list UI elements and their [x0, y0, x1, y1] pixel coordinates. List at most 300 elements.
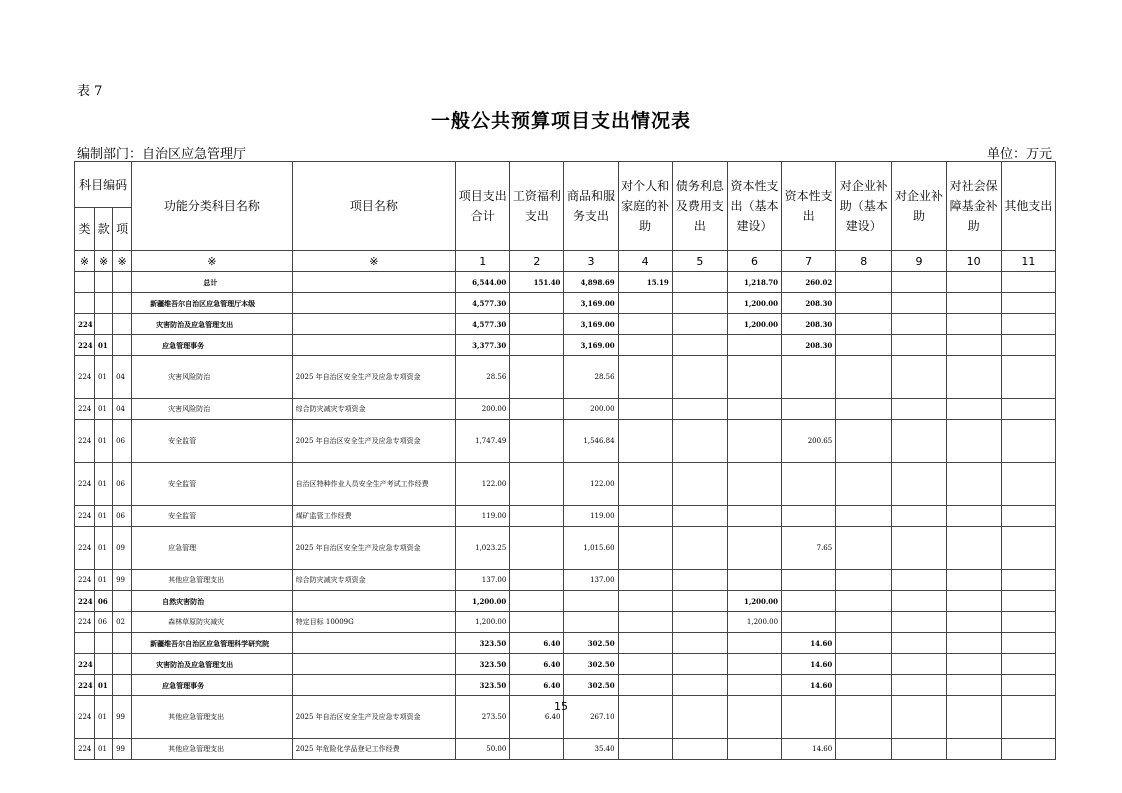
table-row	[75, 356, 1056, 399]
project-name-cell	[292, 335, 455, 356]
code-kuan-cell: 06	[95, 612, 113, 633]
code-kuan-cell	[95, 654, 113, 675]
header-code-group: 科目编码	[75, 162, 132, 208]
value-cell	[892, 506, 946, 527]
project-name-cell: 2025 年自治区安全生产及应急专项资金	[292, 420, 455, 463]
value-cell	[782, 399, 836, 420]
value-cell: 137.00	[564, 570, 618, 591]
value-cell	[618, 527, 672, 570]
value-cell: 1,747.49	[456, 420, 510, 463]
index-cell: 6	[727, 251, 781, 272]
value-cell: 273.50	[456, 696, 510, 739]
value-cell	[836, 570, 892, 591]
value-cell	[510, 356, 564, 399]
value-cell: 4,577.30	[456, 314, 510, 335]
value-cell: 28.56	[564, 356, 618, 399]
header-kuan: 款	[95, 208, 113, 251]
value-cell	[672, 570, 727, 591]
value-cell	[618, 591, 672, 612]
code-lei-cell: 224	[75, 654, 95, 675]
value-cell	[672, 675, 727, 696]
value-cell	[836, 463, 892, 506]
value-cell: 6.40	[510, 675, 564, 696]
header-col-9: 对企业补助	[892, 162, 946, 251]
func-name-cell: 灾害风险防治	[132, 356, 292, 399]
value-cell	[510, 293, 564, 314]
value-cell	[946, 527, 1001, 570]
value-cell: 119.00	[456, 506, 510, 527]
value-cell	[618, 314, 672, 335]
value-cell	[892, 463, 946, 506]
value-cell: 1,200.00	[456, 612, 510, 633]
page-number: 15	[554, 700, 568, 713]
code-lei-cell	[75, 293, 95, 314]
value-cell	[727, 654, 781, 675]
code-kuan-cell: 01	[95, 399, 113, 420]
func-name-cell: 总计	[132, 272, 292, 293]
value-cell	[672, 356, 727, 399]
value-cell: 200.65	[782, 420, 836, 463]
value-cell	[1001, 739, 1055, 760]
code-kuan-cell: 01	[95, 335, 113, 356]
table-row	[75, 570, 1056, 591]
project-name-cell: 煤矿监管工作经费	[292, 506, 455, 527]
value-cell: 208.30	[782, 293, 836, 314]
table-row	[75, 314, 1056, 335]
value-cell	[618, 739, 672, 760]
code-kuan-cell: 01	[95, 527, 113, 570]
table-row	[75, 654, 1056, 675]
value-cell: 14.60	[782, 739, 836, 760]
value-cell	[672, 335, 727, 356]
value-cell: 302.50	[564, 633, 618, 654]
value-cell	[672, 463, 727, 506]
value-cell	[892, 675, 946, 696]
header-col-8: 对企业补助（基本建设）	[836, 162, 892, 251]
value-cell	[618, 293, 672, 314]
value-cell: 1,200.00	[727, 293, 781, 314]
value-cell: 4,577.30	[456, 293, 510, 314]
value-cell	[946, 420, 1001, 463]
value-cell: 28.56	[456, 356, 510, 399]
value-cell: 208.30	[782, 314, 836, 335]
index-cell: 8	[836, 251, 892, 272]
value-cell	[892, 612, 946, 633]
code-kuan-cell: 01	[95, 356, 113, 399]
value-cell	[892, 335, 946, 356]
value-cell	[618, 399, 672, 420]
table-row	[75, 335, 1056, 356]
code-lei-cell: 224	[75, 356, 95, 399]
value-cell: 323.50	[456, 633, 510, 654]
func-name-cell: 灾害防治及应急管理支出	[132, 314, 292, 335]
index-cell: 5	[672, 251, 727, 272]
project-name-cell: 综合防灾减灾专项资金	[292, 570, 455, 591]
value-cell: 137.00	[456, 570, 510, 591]
header-col-5: 债务利息及费用支出	[672, 162, 727, 251]
code-xiang-cell	[113, 293, 132, 314]
table-row	[75, 591, 1056, 612]
code-lei-cell: 224	[75, 335, 95, 356]
value-cell: 1,200.00	[456, 591, 510, 612]
project-name-cell: 2025 年危险化学品登记工作经费	[292, 739, 455, 760]
value-cell	[618, 463, 672, 506]
header-func-name: 功能分类科目名称	[132, 162, 292, 251]
code-lei-cell	[75, 272, 95, 293]
code-xiang-cell	[113, 591, 132, 612]
value-cell	[1001, 420, 1055, 463]
code-xiang-cell	[113, 335, 132, 356]
unit-label: 单位：万元	[986, 147, 1052, 162]
value-cell: 7.65	[782, 527, 836, 570]
func-name-cell: 其他应急管理支出	[132, 570, 292, 591]
table-number: 表 7	[77, 84, 103, 99]
value-cell	[672, 314, 727, 335]
page-title: 一般公共预算项目支出情况表	[430, 110, 691, 132]
code-kuan-cell	[95, 293, 113, 314]
code-kuan-cell: 01	[95, 675, 113, 696]
value-cell	[892, 314, 946, 335]
code-kuan-cell: 01	[95, 570, 113, 591]
value-cell	[618, 654, 672, 675]
budget-table	[74, 161, 1056, 760]
value-cell: 14.60	[782, 654, 836, 675]
code-kuan-cell: 01	[95, 420, 113, 463]
value-cell	[946, 293, 1001, 314]
header-col-7: 资本性支出	[782, 162, 836, 251]
table-row	[75, 612, 1056, 633]
code-lei-cell: 224	[75, 675, 95, 696]
value-cell: 119.00	[564, 506, 618, 527]
value-cell	[510, 739, 564, 760]
value-cell: 1,200.00	[727, 314, 781, 335]
value-cell: 15.19	[618, 272, 672, 293]
value-cell	[510, 612, 564, 633]
value-cell	[1001, 591, 1055, 612]
value-cell	[672, 272, 727, 293]
func-name-cell: 应急管理事务	[132, 335, 292, 356]
value-cell	[510, 399, 564, 420]
value-cell	[672, 654, 727, 675]
func-name-cell: 森林草原防灾减灾	[132, 612, 292, 633]
header-col-3: 商品和服务支出	[564, 162, 618, 251]
code-lei-cell: 224	[75, 463, 95, 506]
value-cell	[1001, 633, 1055, 654]
value-cell	[836, 633, 892, 654]
code-kuan-cell: 01	[95, 506, 113, 527]
index-row	[75, 251, 1056, 272]
value-cell	[782, 591, 836, 612]
value-cell	[836, 527, 892, 570]
value-cell: 6,544.00	[456, 272, 510, 293]
value-cell: 1,023.25	[456, 527, 510, 570]
header-col-1: 项目支出合计	[456, 162, 510, 251]
value-cell	[618, 356, 672, 399]
func-name-cell: 新疆维吾尔自治区应急管理厅本级	[132, 293, 292, 314]
value-cell	[836, 506, 892, 527]
project-name-cell	[292, 633, 455, 654]
value-cell	[672, 420, 727, 463]
code-xiang-cell: 06	[113, 463, 132, 506]
table-row	[75, 527, 1056, 570]
value-cell	[946, 633, 1001, 654]
table-row	[75, 675, 1056, 696]
value-cell	[618, 335, 672, 356]
code-lei-cell: 224	[75, 591, 95, 612]
value-cell	[1001, 463, 1055, 506]
value-cell	[1001, 675, 1055, 696]
value-cell	[1001, 654, 1055, 675]
value-cell	[1001, 612, 1055, 633]
value-cell	[510, 420, 564, 463]
code-lei-cell	[75, 633, 95, 654]
value-cell	[1001, 506, 1055, 527]
value-cell	[510, 591, 564, 612]
value-cell: 6.40	[510, 654, 564, 675]
code-xiang-cell: 99	[113, 696, 132, 739]
index-cell: 4	[618, 251, 672, 272]
index-cell: ※	[113, 251, 132, 272]
value-cell	[892, 633, 946, 654]
func-name-cell: 安全监管	[132, 463, 292, 506]
value-cell	[946, 591, 1001, 612]
value-cell: 3,169.00	[564, 335, 618, 356]
code-kuan-cell	[95, 633, 113, 654]
project-name-cell	[292, 654, 455, 675]
value-cell	[946, 356, 1001, 399]
value-cell	[564, 591, 618, 612]
func-name-cell: 应急管理	[132, 527, 292, 570]
code-kuan-cell: 01	[95, 696, 113, 739]
value-cell	[727, 506, 781, 527]
value-cell: 3,169.00	[564, 293, 618, 314]
value-cell	[836, 654, 892, 675]
value-cell: 122.00	[456, 463, 510, 506]
code-lei-cell: 224	[75, 612, 95, 633]
value-cell: 1,200.00	[727, 591, 781, 612]
func-name-cell: 安全监管	[132, 420, 292, 463]
value-cell	[782, 506, 836, 527]
value-cell	[1001, 399, 1055, 420]
header-col-10: 对社会保障基金补助	[946, 162, 1001, 251]
value-cell	[836, 739, 892, 760]
code-kuan-cell	[95, 272, 113, 293]
value-cell	[1001, 527, 1055, 570]
value-cell: 151.40	[510, 272, 564, 293]
project-name-cell	[292, 293, 455, 314]
header-col-4: 对个人和家庭的补助	[618, 162, 672, 251]
value-cell	[946, 272, 1001, 293]
value-cell: 200.00	[456, 399, 510, 420]
value-cell	[892, 293, 946, 314]
department-label: 编制部门：自治区应急管理厅	[77, 147, 247, 162]
value-cell	[1001, 272, 1055, 293]
func-name-cell: 其他应急管理支出	[132, 696, 292, 739]
value-cell	[782, 570, 836, 591]
value-cell: 302.50	[564, 654, 618, 675]
value-cell	[727, 633, 781, 654]
value-cell: 50.00	[456, 739, 510, 760]
index-cell: 2	[510, 251, 564, 272]
code-xiang-cell: 06	[113, 506, 132, 527]
value-cell	[836, 356, 892, 399]
project-name-cell	[292, 591, 455, 612]
value-cell	[510, 314, 564, 335]
project-name-cell	[292, 675, 455, 696]
value-cell	[727, 399, 781, 420]
value-cell	[1001, 335, 1055, 356]
header-col-2: 工资福利支出	[510, 162, 564, 251]
value-cell: 208.30	[782, 335, 836, 356]
func-name-cell: 自然灾害防治	[132, 591, 292, 612]
value-cell	[727, 335, 781, 356]
code-xiang-cell: 06	[113, 420, 132, 463]
table-row	[75, 272, 1056, 293]
code-xiang-cell: 04	[113, 356, 132, 399]
value-cell	[836, 399, 892, 420]
value-cell: 267.10	[564, 696, 618, 739]
func-name-cell: 新疆维吾尔自治区应急管理科学研究院	[132, 633, 292, 654]
code-xiang-cell: 02	[113, 612, 132, 633]
value-cell: 3,169.00	[564, 314, 618, 335]
value-cell	[782, 356, 836, 399]
value-cell: 4,898.69	[564, 272, 618, 293]
header-lei: 类	[75, 208, 95, 251]
value-cell	[727, 463, 781, 506]
value-cell	[892, 399, 946, 420]
value-cell: 323.50	[456, 654, 510, 675]
value-cell: 6.40	[510, 633, 564, 654]
value-cell	[946, 739, 1001, 760]
project-name-cell: 2025 年自治区安全生产及应急专项资金	[292, 696, 455, 739]
table-row	[75, 293, 1056, 314]
value-cell	[618, 420, 672, 463]
value-cell	[892, 527, 946, 570]
code-kuan-cell: 06	[95, 591, 113, 612]
project-name-cell: 综合防灾减灾专项资金	[292, 399, 455, 420]
func-name-cell: 安全监管	[132, 506, 292, 527]
value-cell: 1,218.70	[727, 272, 781, 293]
value-cell: 35.40	[564, 739, 618, 760]
value-cell	[618, 633, 672, 654]
project-name-cell: 自治区特种作业人员安全生产考试工作经费	[292, 463, 455, 506]
code-xiang-cell	[113, 633, 132, 654]
code-xiang-cell	[113, 272, 132, 293]
header-col-6: 资本性支出（基本建设）	[727, 162, 781, 251]
code-kuan-cell: 01	[95, 739, 113, 760]
func-name-cell: 灾害防治及应急管理支出	[132, 654, 292, 675]
project-name-cell: 特定目标 10009G	[292, 612, 455, 633]
index-cell: 11	[1001, 251, 1055, 272]
value-cell	[672, 527, 727, 570]
value-cell	[892, 356, 946, 399]
table-row	[75, 633, 1056, 654]
value-cell	[946, 570, 1001, 591]
func-name-cell: 应急管理事务	[132, 675, 292, 696]
value-cell	[946, 335, 1001, 356]
code-lei-cell: 224	[75, 314, 95, 335]
value-cell	[672, 591, 727, 612]
project-name-cell	[292, 272, 455, 293]
value-cell	[510, 570, 564, 591]
code-lei-cell: 224	[75, 527, 95, 570]
value-cell	[510, 506, 564, 527]
project-name-cell: 2025 年自治区安全生产及应急专项资金	[292, 356, 455, 399]
value-cell	[892, 654, 946, 675]
table-row	[75, 399, 1056, 420]
value-cell	[727, 675, 781, 696]
value-cell	[672, 739, 727, 760]
value-cell	[946, 314, 1001, 335]
value-cell	[618, 506, 672, 527]
value-cell	[892, 591, 946, 612]
index-cell: 9	[892, 251, 946, 272]
value-cell	[782, 463, 836, 506]
value-cell: 1,546.84	[564, 420, 618, 463]
code-lei-cell: 224	[75, 399, 95, 420]
project-name-cell	[292, 314, 455, 335]
code-xiang-cell: 09	[113, 527, 132, 570]
value-cell: 3,377.30	[456, 335, 510, 356]
value-cell: 260.02	[782, 272, 836, 293]
value-cell	[836, 420, 892, 463]
value-cell	[727, 570, 781, 591]
value-cell	[510, 335, 564, 356]
table-row	[75, 463, 1056, 506]
value-cell	[892, 570, 946, 591]
value-cell	[672, 293, 727, 314]
code-xiang-cell: 04	[113, 399, 132, 420]
value-cell	[672, 612, 727, 633]
code-xiang-cell	[113, 675, 132, 696]
value-cell	[946, 463, 1001, 506]
value-cell	[836, 314, 892, 335]
header-project-name: 项目名称	[292, 162, 455, 251]
value-cell	[1001, 570, 1055, 591]
value-cell	[618, 612, 672, 633]
value-cell	[1001, 356, 1055, 399]
index-cell: 7	[782, 251, 836, 272]
index-cell: ※	[95, 251, 113, 272]
value-cell	[672, 633, 727, 654]
header-xiang: 项	[113, 208, 132, 251]
value-cell: 14.60	[782, 675, 836, 696]
value-cell: 1,015.60	[564, 527, 618, 570]
func-name-cell: 灾害风险防治	[132, 399, 292, 420]
value-cell	[946, 612, 1001, 633]
value-cell	[1001, 293, 1055, 314]
code-lei-cell: 224	[75, 696, 95, 739]
code-lei-cell: 224	[75, 739, 95, 760]
value-cell	[510, 527, 564, 570]
index-cell: ※	[75, 251, 95, 272]
value-cell	[836, 335, 892, 356]
table-row	[75, 739, 1056, 760]
value-cell: 323.50	[456, 675, 510, 696]
value-cell	[946, 675, 1001, 696]
project-name-cell: 2025 年自治区安全生产及应急专项资金	[292, 527, 455, 570]
value-cell	[564, 612, 618, 633]
value-cell: 14.60	[782, 633, 836, 654]
value-cell	[836, 612, 892, 633]
index-cell: 1	[456, 251, 510, 272]
value-cell	[946, 654, 1001, 675]
index-cell: ※	[292, 251, 455, 272]
value-cell	[892, 739, 946, 760]
header-col-11: 其他支出	[1001, 162, 1055, 251]
code-kuan-cell	[95, 314, 113, 335]
index-cell: 10	[946, 251, 1001, 272]
